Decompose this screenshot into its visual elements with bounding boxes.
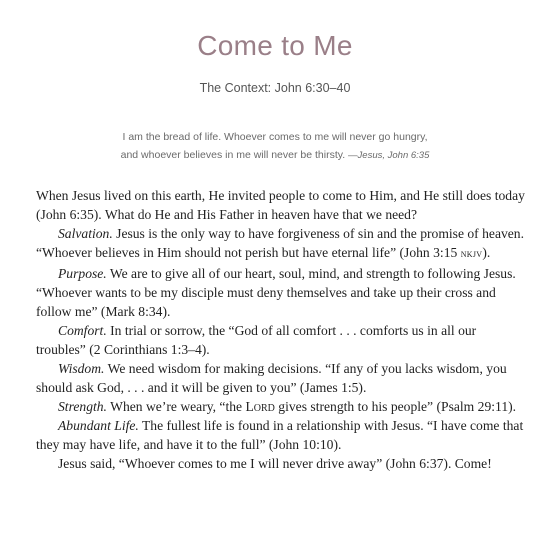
verse-line-1: I am the bread of life. Whoever comes to me will never go hungry, bbox=[122, 131, 428, 143]
purpose-text: We are to give all of our heart, soul, mind, and strength to following Jesus. “Whoever wants to be my disciple must deny themselves and take up their cross and follow me” (Mark 8:34). bbox=[36, 266, 516, 319]
wisdom-text: We need wisdom for making decisions. “If any of you lacks wisdom, you should ask God, . . . and it will be given to you” (James 1:5). bbox=[36, 361, 507, 395]
context-reference: The Context: John 6:30–40 bbox=[199, 81, 351, 95]
abundant-life-paragraph bbox=[36, 416, 526, 454]
comfort-paragraph bbox=[36, 321, 526, 359]
lord-small-caps: Lord bbox=[245, 399, 275, 414]
closing-paragraph: Jesus said, “Whoever comes to me I will never drive away” (John 6:37). Come! bbox=[58, 456, 492, 471]
page-title: Come to Me bbox=[197, 30, 353, 61]
verse-reference: —Jesus, John 6:35 bbox=[348, 150, 430, 161]
body-text bbox=[36, 186, 526, 473]
strength-term: Strength. bbox=[58, 399, 107, 414]
strength-paragraph bbox=[36, 397, 526, 416]
salvation-term: Salvation. bbox=[58, 226, 113, 241]
verse-line-2 bbox=[0, 146, 550, 165]
verse-line-2-text: and whoever believes in me will never be thirsty. bbox=[120, 149, 346, 161]
key-verse bbox=[0, 128, 550, 165]
strength-text-before: When we’re weary, “the bbox=[106, 399, 246, 414]
wisdom-term: Wisdom. bbox=[58, 361, 105, 376]
comfort-term: Comfort. bbox=[58, 323, 107, 338]
bible-version: nkjv bbox=[460, 248, 483, 260]
salvation-text-before: Jesus is the only way to have forgiveness of sin and the promise of heaven. “Whoever believes in Him should not perish but have eternal life” (John 3:15 bbox=[36, 226, 525, 260]
abundant-life-text: The fullest life is found in a relationship with Jesus. “I have come that they may have life, and have it to the full” (John 10:10). bbox=[36, 418, 524, 452]
strength-text-after: gives strength to his people” (Psalm 29:11). bbox=[274, 399, 517, 414]
wisdom-paragraph bbox=[36, 359, 526, 397]
intro-paragraph: When Jesus lived on this earth, He invited people to come to Him, and He still does today (John 6:35). What do He and His Father in heaven have that we need? bbox=[36, 188, 525, 222]
salvation-paragraph bbox=[36, 224, 526, 264]
comfort-text: In trial or sorrow, the “God of all comfort . . . comforts us in all our troubles” (2 Corinthians 1:3–4). bbox=[36, 323, 477, 357]
abundant-life-term: Abundant Life. bbox=[58, 418, 139, 433]
purpose-term: Purpose. bbox=[58, 266, 107, 281]
purpose-paragraph bbox=[36, 264, 526, 321]
salvation-text-after: ). bbox=[482, 245, 491, 260]
